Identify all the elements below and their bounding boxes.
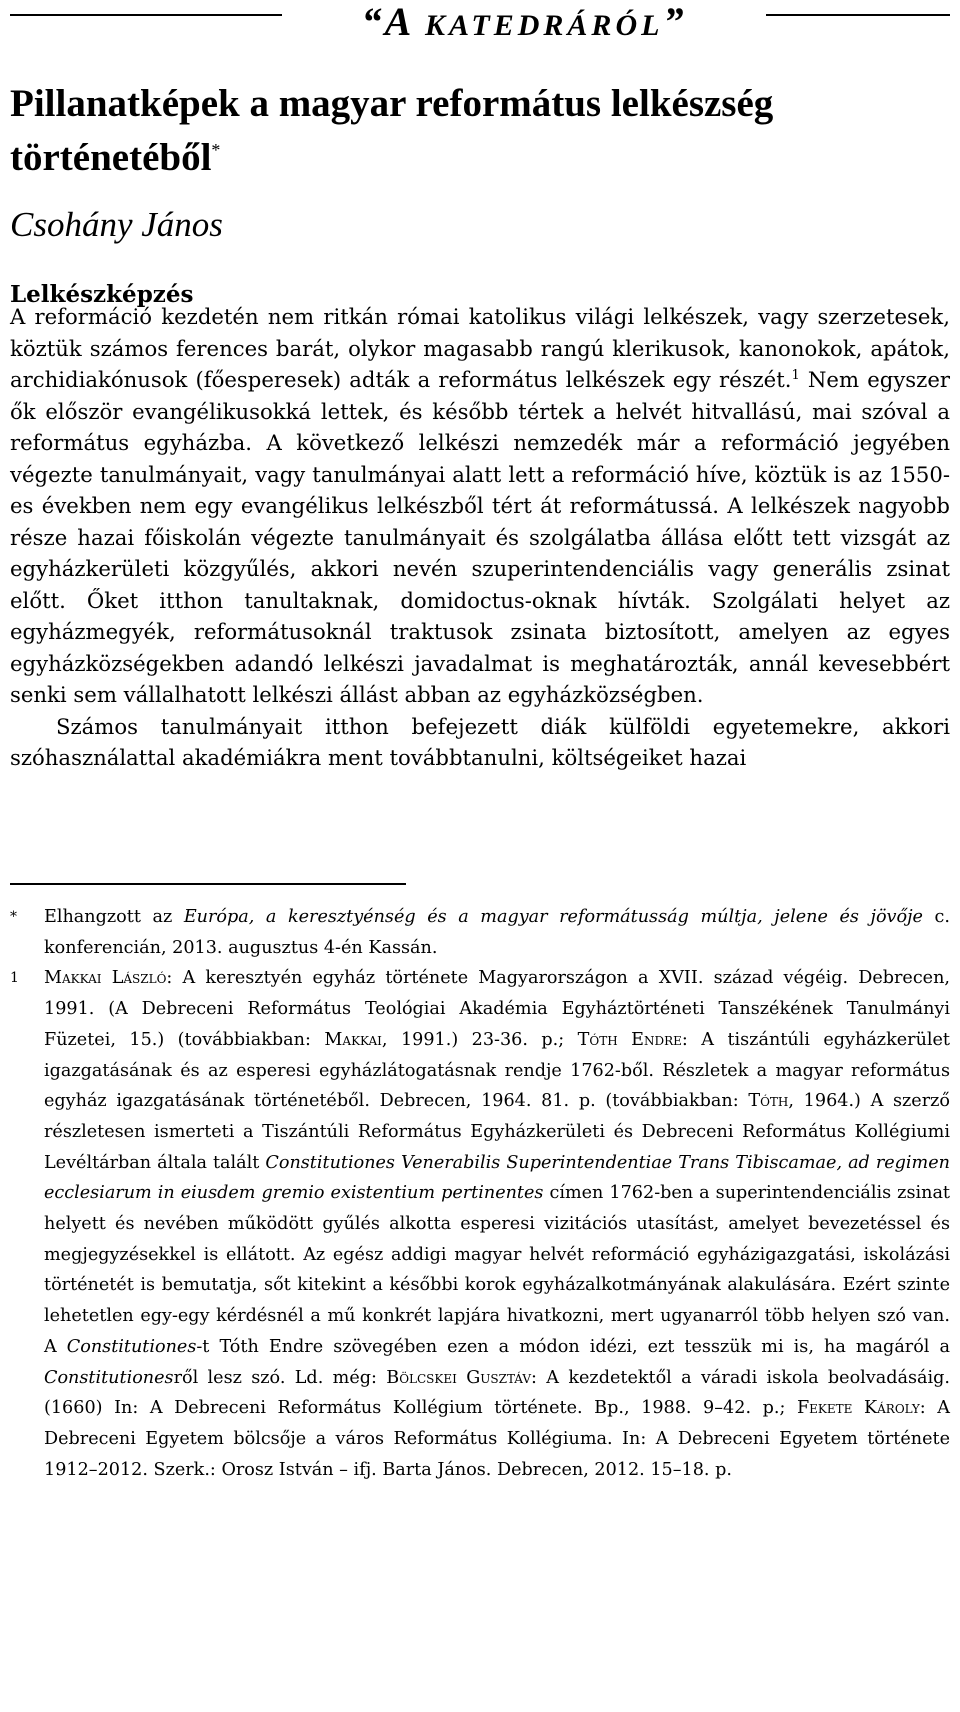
article-body	[10, 301, 950, 774]
article-author: Csohány János	[10, 205, 223, 244]
paragraph-1-text-a: A reformáció kezdetén nem ritkán római katolikus világi lelkészek, vagy szerzetesek, köztük számos ferences barát, olykor magasabb rangú klerikusok, kanonokok, apátok, archidiakónusok (főesperesek) adták a református lelkészek egy részét.	[10, 304, 950, 392]
section-heading: Lelkészképzés	[10, 281, 194, 308]
footnote-text: : A keresztyén egyház története Magyarországon a XVII. század végéig. Debrecen, 1991. (A Debreceni Református Teológiai Akadémia Egyháztörténeti Tanszékének Tanulmányi Füzetei, 15.) (továbbiakban:	[44, 968, 951, 1050]
author-name: Tóth	[748, 1091, 789, 1112]
paragraph-1-text-b: Nem egyszer ők először evangélikusokká lettek, és később tértek a helvét hitvallású, mai szóval a református egyházba. A következő lelkészi nemzedék már a reformáció jegyében végezte tanulmányait, vagy tanulmányai alatt lett a reformáció híve, köztük is az 1550-es években nem egy evangélikus lelkészből tért át reformátussá. A lelkészek nagyobb része hazai főiskolán végezte tanulmányait és szolgálatba állása előtt tett vizsgát az egyházkerületi közgyűlés, akkori nevén szuperintendenciális vagy generális zsinat előtt. Őket itthon tanultaknak, domidoctus-oknak hívták. Szolgálati helyet az egyházmegyék, reformátusoknál traktusok zsinata biztosított, amelyen az egyes egyházközségekben adandó lelkészi javadalmat is meghatározták, annál kevesebbért senki sem vállalhatott lelkészi állást abban az egyházközségben.	[10, 367, 950, 707]
footnote-text: -t Tóth Endre szövegében ezen a módon idézi, ezt tesszük mi is, ha magáról a	[196, 1336, 950, 1357]
footnote-1	[10, 963, 950, 1485]
body-paragraph-1	[10, 301, 950, 711]
section-title	[290, 0, 758, 45]
footnote-text: : A Debreceni Egyetem bölcsője a város Református Kollégiuma. In: A Debreceni Egyetem története 1912–2012. Szerk.: Orosz István – ifj. Barta János. Debrecen, 2012. 15–18. p.	[44, 1398, 950, 1480]
footnote-separator	[10, 883, 406, 885]
footnote-ref-1[interactable]: 1	[791, 367, 800, 383]
work-title-italic: Constitutiones	[66, 1336, 197, 1357]
footnote-star-text: Elhangzott az	[44, 907, 184, 927]
title-first-letter: A	[384, 0, 413, 44]
work-title-italic: Constitutiones	[44, 1367, 174, 1388]
footnote-text: : A tiszántúli egyházkerület igazgatásának és az esperesi egyházlátogatásnak rendje 1762-ből. Részletek a magyar református egyház igazgatásának történetéből. Debrecen, 1964. 81. p. (továbbiakban:	[44, 1029, 951, 1112]
footnote-star-conference-title: Európa, a keresztyénség és a magyar reformátusság múltja, jelene és jövője	[183, 907, 923, 927]
article-title-line1: Pillanatképek a magyar református lelkészség	[10, 82, 774, 125]
title-footnote-mark[interactable]: *	[211, 140, 221, 160]
title-rest: KATEDRÁRÓL	[425, 9, 664, 42]
footnotes	[10, 902, 950, 1485]
footnote-text: : A kezdetektől a váradi iskola beolvadásáig. (1660) In: A Debreceni Református Kollégium története. Bp., 1988. 9–42. p.;	[44, 1367, 950, 1419]
quote-close: ”	[663, 0, 687, 44]
footnote-text: , 1964.) A szerző részletesen ismerteti a Tiszántúli Református Egyházkerületi és Debreceni Református Kollégiumi Levéltárban általa talált	[44, 1091, 950, 1173]
footnote-star-text-end: c. konferencián, 2013. augusztus 4-én Kassán.	[44, 907, 950, 958]
author-name: Makkai László	[44, 968, 167, 989]
footnote-text: , 1991.) 23-36. p.;	[381, 1029, 578, 1050]
author-name: Fekete Károly	[796, 1398, 920, 1419]
author-name: Bölcskei Gusztáv	[386, 1367, 532, 1388]
journal-section-header	[10, 0, 950, 52]
body-paragraph-2: Számos tanulmányait itthon befejezett diák külföldi egyetemekre, akkori szóhasználattal akadémiákra ment továbbtanulni, költségeiket hazai	[10, 713, 950, 770]
footnote-star	[10, 902, 950, 963]
header-rule-right	[766, 14, 950, 16]
author-name: Makkai	[324, 1029, 382, 1050]
footnote-star-mark: *	[10, 909, 17, 925]
author-name: Tóth Endre	[577, 1029, 682, 1050]
header-rule-left	[10, 14, 282, 16]
article-title	[10, 80, 940, 181]
footnote-text: címen 1762-ben a superintendenciális zsinat helyett és nevében működött gyűlés alkotta esperesi vizitációs utasítást, amelyet bevezetéssel és megjegyzésekkel is ellátott. Az egész addigi magyar helvét reformáció egyházigazgatási, iskolázási történetét is bemutatja, sőt kitekint a későbbi korok egyházalkotmányának alakulására. Ezért szinte lehetetlen egy-egy kérdésnél a mű konkrét lapjára hivatkozni, mert ugyanarról több helyen szó van. A	[44, 1183, 950, 1357]
article-title-line2: történetéből	[10, 136, 212, 179]
footnote-text: ről lesz szó. Ld. még:	[173, 1367, 387, 1388]
quote-open: “	[361, 0, 385, 44]
work-title-italic: Constitutiones Venerabilis Superintendentiae Trans Tibiscamae, ad regimen ecclesiarum in eiusdem gremio existentium pertinentes	[44, 1152, 950, 1204]
footnote-1-mark: 1	[10, 970, 19, 987]
